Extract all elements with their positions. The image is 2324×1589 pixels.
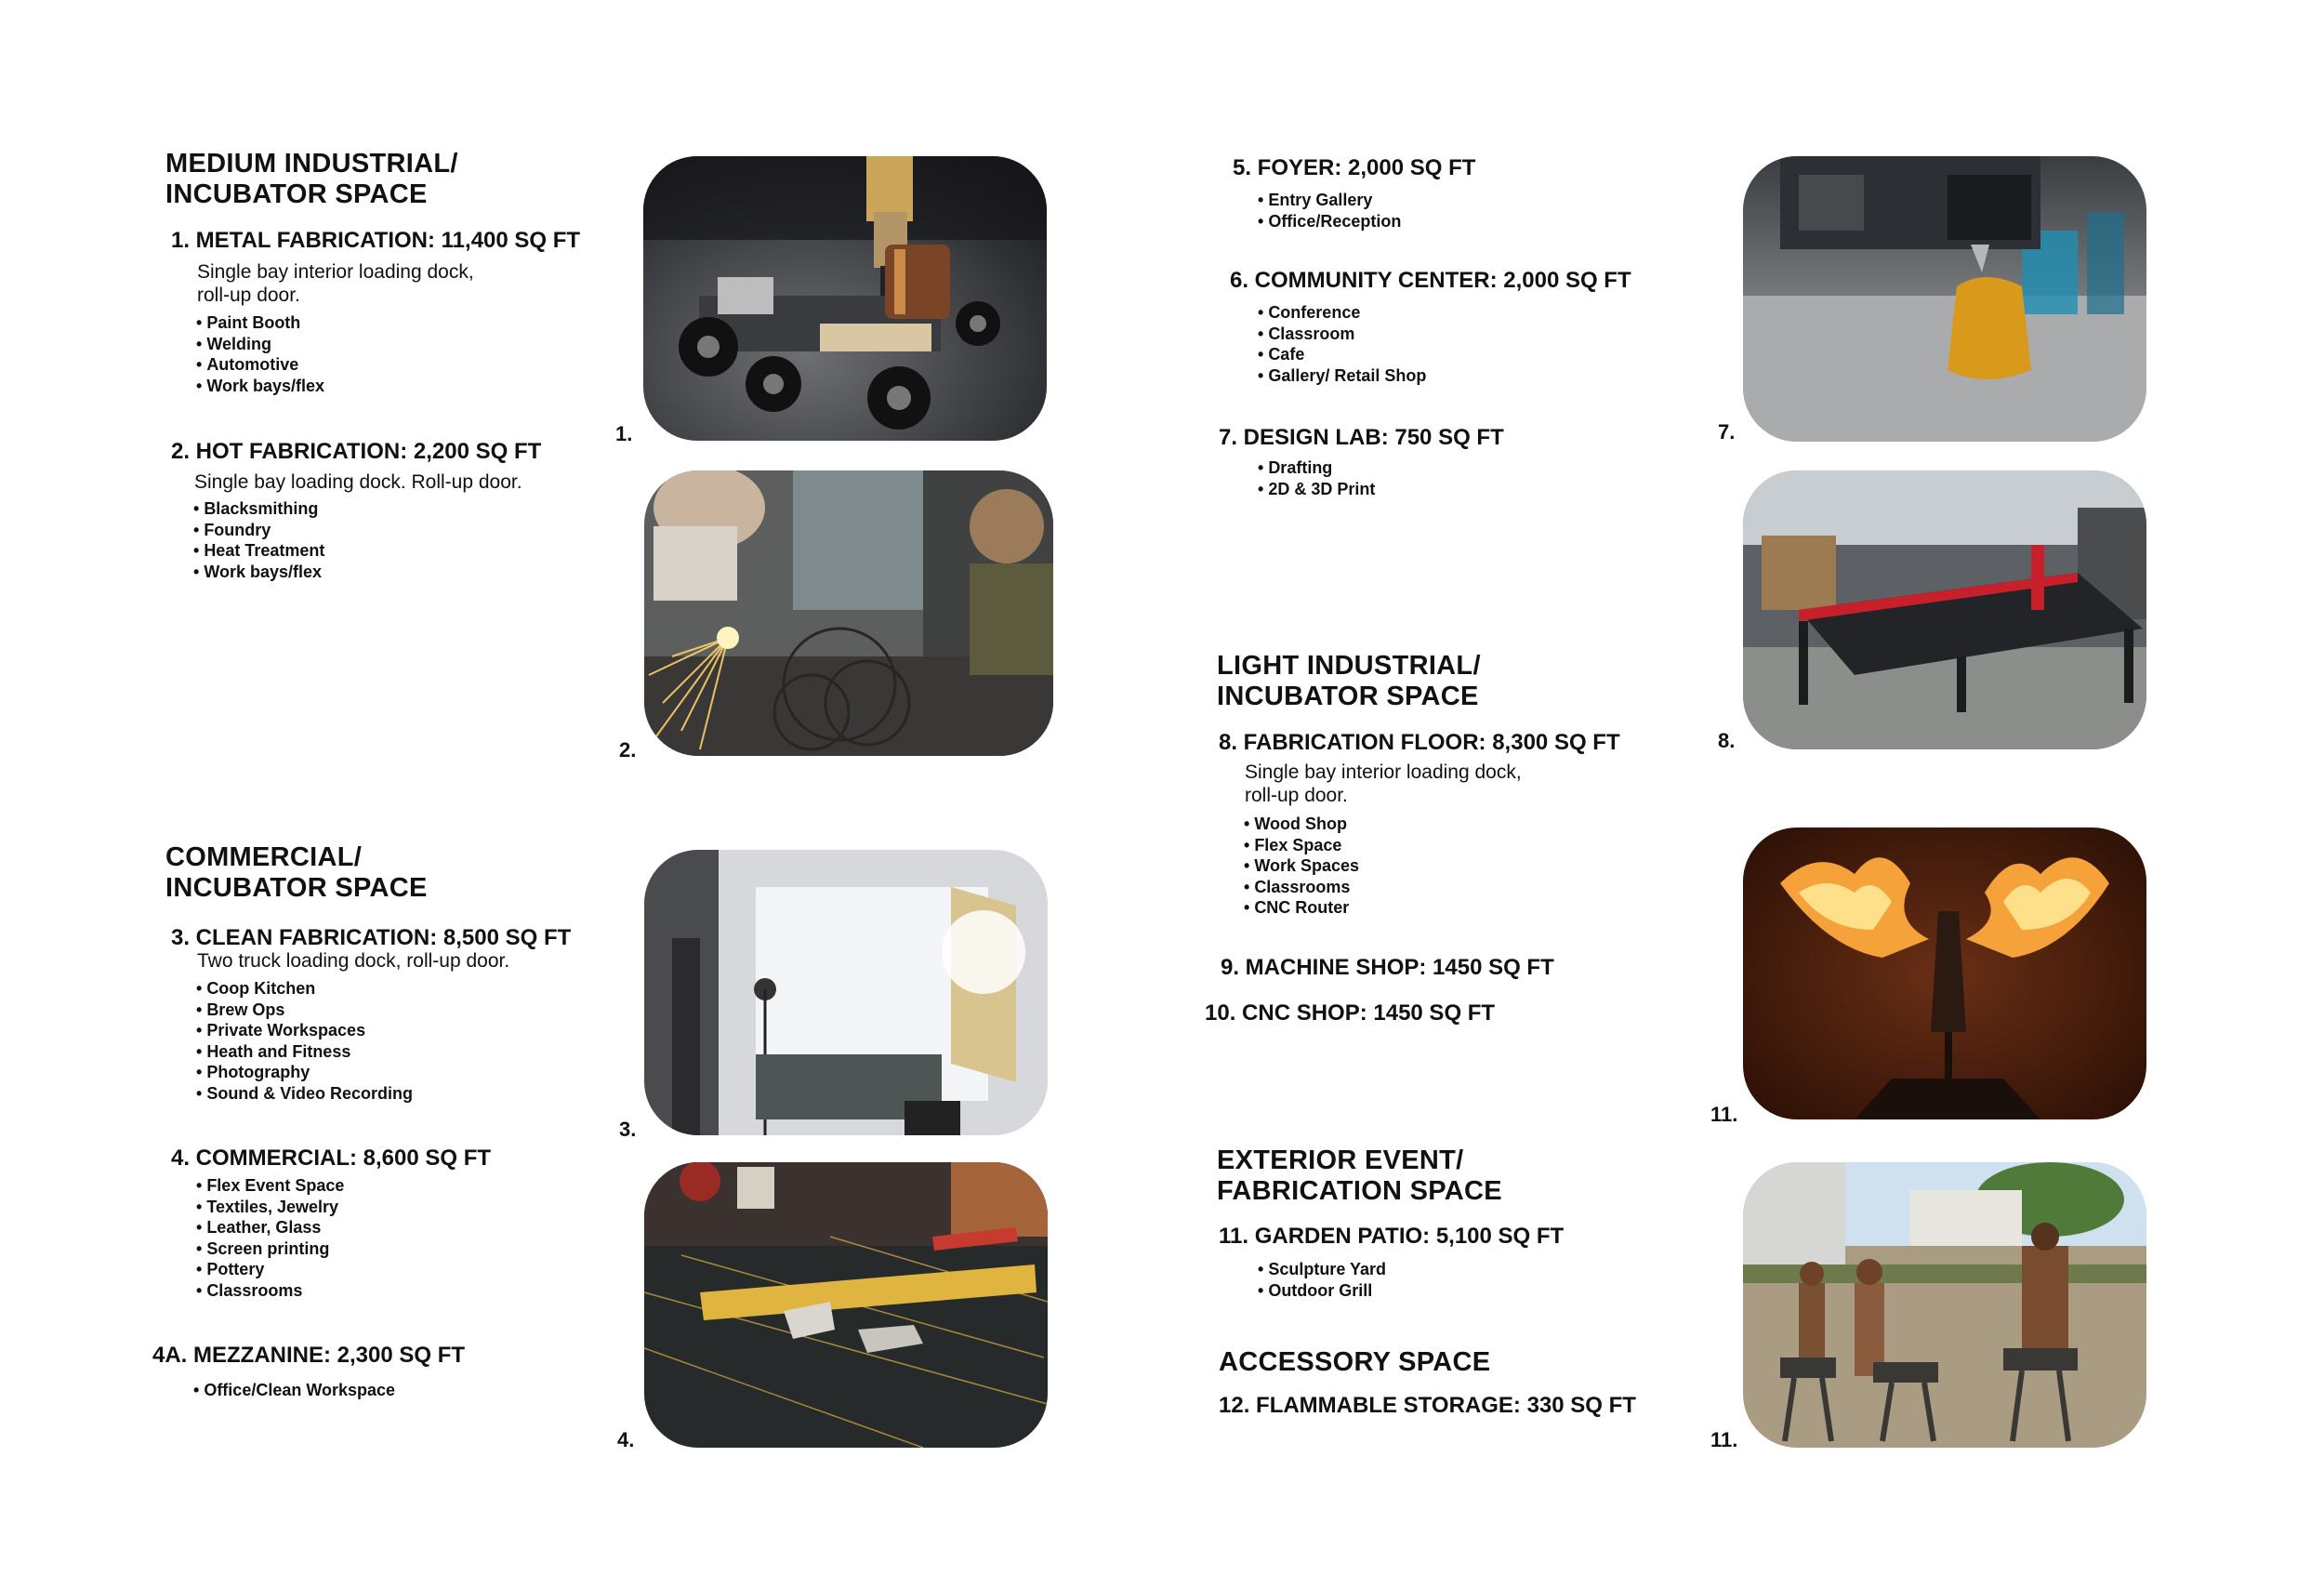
exterior-heading: EXTERIOR EVENT/ FABRICATION SPACE bbox=[1217, 1145, 1502, 1206]
photo-3d-printer bbox=[1743, 156, 2146, 442]
section-1-description: Single bay interior loading dock, roll-up door. bbox=[197, 261, 474, 306]
photo-number-2: 2. bbox=[619, 738, 637, 761]
medium-industrial-heading: MEDIUM INDUSTRIAL/ INCUBATOR SPACE bbox=[165, 149, 458, 209]
section-11-list bbox=[1258, 1259, 1386, 1301]
list-item: • Entry Gallery bbox=[1258, 190, 1401, 211]
section-3-description: Two truck loading dock, roll-up door. bbox=[197, 950, 510, 972]
list-item: • Heat Treatment bbox=[193, 540, 324, 562]
section-7-title: 7. DESIGN LAB: 750 SQ FT bbox=[1219, 425, 1504, 450]
section-11-title: 11. GARDEN PATIO: 5,100 SQ FT bbox=[1219, 1224, 1565, 1249]
photo-cnc-table bbox=[1743, 470, 2146, 749]
photo-number-1: 1. bbox=[615, 422, 633, 445]
section-2-list bbox=[193, 498, 324, 582]
list-item: • Screen printing bbox=[196, 1238, 344, 1260]
section-5-list bbox=[1258, 190, 1401, 232]
section-6-list bbox=[1258, 302, 1426, 386]
section-10-title: 10. CNC SHOP: 1450 SQ FT bbox=[1205, 1000, 1496, 1026]
list-item: • Pottery bbox=[196, 1259, 344, 1280]
section-4a-list bbox=[193, 1380, 395, 1401]
list-item: • Textiles, Jewelry bbox=[196, 1197, 344, 1218]
photo-number-11b: 11. bbox=[1710, 1428, 1738, 1451]
list-item: • Conference bbox=[1258, 302, 1426, 324]
photo-studio-image bbox=[644, 850, 1048, 1135]
photo-number-3: 3. bbox=[619, 1118, 637, 1141]
garden-patio-image bbox=[1743, 1162, 2146, 1448]
list-item: • Classrooms bbox=[1244, 877, 1359, 898]
photo-number-7: 7. bbox=[1718, 420, 1736, 444]
list-item: • Work Spaces bbox=[1244, 855, 1359, 877]
list-item: • Work bays/flex bbox=[196, 376, 324, 397]
photo-fire-sculpture bbox=[1743, 828, 2146, 1119]
section-3-list bbox=[196, 978, 413, 1104]
list-item: • 2D & 3D Print bbox=[1258, 479, 1375, 500]
photo-garden-patio bbox=[1743, 1162, 2146, 1448]
list-item: • Private Workspaces bbox=[196, 1020, 413, 1041]
list-item: • Automotive bbox=[196, 354, 324, 376]
section-6-title: 6. COMMUNITY CENTER: 2,000 SQ FT bbox=[1230, 268, 1631, 293]
workbench-tools-image bbox=[644, 1162, 1048, 1448]
section-8-description: Single bay interior loading dock, roll-up door. bbox=[1245, 761, 1522, 806]
3d-printer-image bbox=[1743, 156, 2146, 442]
section-4-list bbox=[196, 1175, 344, 1301]
list-item: • Blacksmithing bbox=[193, 498, 324, 520]
list-item: • Wood Shop bbox=[1244, 814, 1359, 835]
accessory-heading: ACCESSORY SPACE bbox=[1219, 1347, 1491, 1377]
fire-sculpture-image bbox=[1743, 828, 2146, 1119]
photo-go-kart bbox=[643, 156, 1047, 441]
list-item: • Welding bbox=[196, 334, 324, 355]
photo-number-8: 8. bbox=[1718, 729, 1736, 752]
list-item: • Outdoor Grill bbox=[1258, 1280, 1386, 1302]
grinding-sparks-image bbox=[644, 470, 1053, 756]
photo-workbench-tools bbox=[644, 1162, 1048, 1448]
section-12-title: 12. FLAMMABLE STORAGE: 330 SQ FT bbox=[1219, 1393, 1636, 1418]
list-item: • Paint Booth bbox=[196, 312, 324, 334]
list-item: • Sound & Video Recording bbox=[196, 1083, 413, 1105]
list-item: • Classroom bbox=[1258, 324, 1426, 345]
list-item: • Office/Clean Workspace bbox=[193, 1380, 395, 1401]
list-item: • Heath and Fitness bbox=[196, 1041, 413, 1063]
list-item: • Flex Space bbox=[1244, 835, 1359, 856]
go-kart-image bbox=[643, 156, 1047, 441]
list-item: • Foundry bbox=[193, 520, 324, 541]
photo-studio bbox=[644, 850, 1048, 1135]
list-item: • Gallery/ Retail Shop bbox=[1258, 365, 1426, 387]
section-1-title: 1. METAL FABRICATION: 11,400 SQ FT bbox=[171, 228, 581, 253]
photo-number-11a: 11. bbox=[1710, 1103, 1738, 1126]
section-7-list bbox=[1258, 457, 1375, 499]
section-8-title: 8. FABRICATION FLOOR: 8,300 SQ FT bbox=[1219, 730, 1620, 755]
section-8-list bbox=[1244, 814, 1359, 919]
cnc-table-image bbox=[1743, 470, 2146, 749]
list-item: • CNC Router bbox=[1244, 897, 1359, 919]
list-item: • Flex Event Space bbox=[196, 1175, 344, 1197]
list-item: • Drafting bbox=[1258, 457, 1375, 479]
list-item: • Photography bbox=[196, 1062, 413, 1083]
list-item: • Sculpture Yard bbox=[1258, 1259, 1386, 1280]
section-2-title: 2. HOT FABRICATION: 2,200 SQ FT bbox=[171, 439, 542, 464]
section-4a-title: 4A. MEZZANINE: 2,300 SQ FT bbox=[152, 1343, 466, 1368]
section-4-title: 4. COMMERCIAL: 8,600 SQ FT bbox=[171, 1145, 492, 1171]
list-item: • Office/Reception bbox=[1258, 211, 1401, 232]
list-item: • Work bays/flex bbox=[193, 562, 324, 583]
section-3-title: 3. CLEAN FABRICATION: 8,500 SQ FT bbox=[171, 925, 572, 950]
section-9-title: 9. MACHINE SHOP: 1450 SQ FT bbox=[1221, 955, 1554, 980]
list-item: • Coop Kitchen bbox=[196, 978, 413, 1000]
list-item: • Cafe bbox=[1258, 344, 1426, 365]
list-item: • Leather, Glass bbox=[196, 1217, 344, 1238]
light-industrial-heading: LIGHT INDUSTRIAL/ INCUBATOR SPACE bbox=[1217, 651, 1481, 711]
list-item: • Brew Ops bbox=[196, 1000, 413, 1021]
section-2-description: Single bay loading dock. Roll-up door. bbox=[194, 471, 522, 493]
commercial-heading: COMMERCIAL/ INCUBATOR SPACE bbox=[165, 842, 428, 903]
section-1-list bbox=[196, 312, 324, 396]
photo-grinding-sparks bbox=[644, 470, 1053, 756]
section-5-title: 5. FOYER: 2,000 SQ FT bbox=[1233, 155, 1476, 180]
photo-number-4: 4. bbox=[617, 1428, 635, 1451]
list-item: • Classrooms bbox=[196, 1280, 344, 1302]
